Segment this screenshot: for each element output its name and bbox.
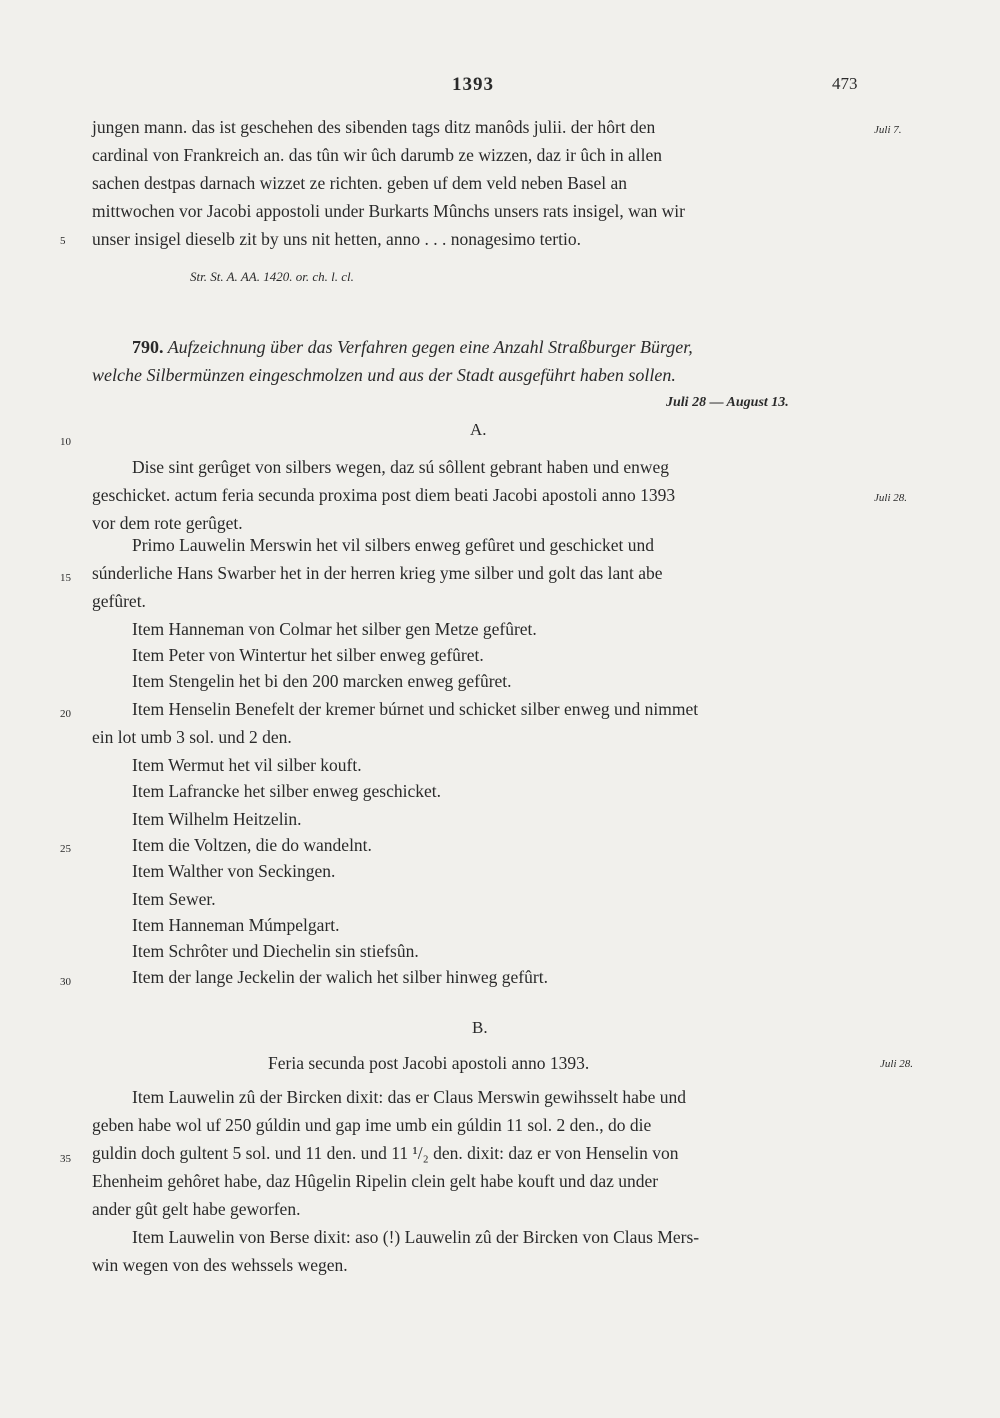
text-line: sachen destpas darnach wizzet ze richten. geben uf dem veld neben Basel an <box>92 173 627 193</box>
margin-date: Juli 28. <box>874 492 907 504</box>
document-heading-text: Aufzeichnung über das Verfahren gegen eine Anzahl Straßburger Bürger, <box>167 337 693 357</box>
source-citation: Str. St. A. AA. 1420. or. ch. l. cl. <box>190 269 354 284</box>
text-line: jungen mann. das ist geschehen des sibenden tags ditz manôds julii. der hôrt den <box>92 117 656 137</box>
document-heading-line-2: welche Silbermünzen eingeschmolzen und aus der Stadt ausgeführt haben sollen. <box>92 365 676 385</box>
text-line: Item Peter von Wintertur het silber enweg gefûret. <box>132 645 484 665</box>
section-label-a: A. <box>470 420 487 439</box>
document-heading <box>132 336 693 358</box>
line-number: 35 <box>60 1153 71 1165</box>
line-number: 20 <box>60 708 71 720</box>
text-line: Item Lauwelin zû der Bircken dixit: das er Claus Merswin gewihsselt habe und <box>132 1087 687 1107</box>
text-line: win wegen von des wehssels wegen. <box>92 1255 348 1275</box>
document-date: Juli 28 — August 13. <box>666 395 789 410</box>
line-number: 5 <box>60 235 66 247</box>
text-line: Item die Voltzen, die do wandelnt. <box>132 835 372 855</box>
line-number: 25 <box>60 843 71 855</box>
section-label-b: B. <box>472 1018 488 1037</box>
text-line: guldin doch gultent 5 sol. und 11 den. und 11 ¹/₂ den. dixit: daz er von Henselin von <box>92 1143 679 1163</box>
page-year: 1393 <box>452 74 494 95</box>
text-line: Item Hanneman von Colmar het silber gen Metze gefûret. <box>132 619 537 639</box>
text-line: súnderliche Hans Swarber het in der herren krieg yme silber und golt das lant abe <box>92 563 663 583</box>
text-line: geschicket. actum feria secunda proxima post diem beati Jacobi apostoli anno 1393 <box>92 485 676 505</box>
text-line: cardinal von Frankreich an. das tûn wir ûch darumb ze wizzen, daz ir ûch in allen <box>92 145 662 165</box>
text-line: Item Schrôter und Diechelin sin stiefsûn. <box>132 941 419 961</box>
line-number: 10 <box>60 436 71 448</box>
text-line: geben habe wol uf 250 gúldin und gap ime umb ein gúldin 11 sol. 2 den., do die <box>92 1115 652 1135</box>
text-line: Item Lafrancke het silber enweg geschicket. <box>132 781 442 801</box>
text-line: Item Wermut het vil silber kouft. <box>132 755 362 775</box>
text-line: unser insigel dieselb zit by uns nit hetten, anno . . . nonagesimo tertio. <box>92 229 581 249</box>
margin-date: Juli 28. <box>880 1058 913 1070</box>
line-number: 30 <box>60 976 71 988</box>
text-line: gefûret. <box>92 591 146 611</box>
text-line: Item Stengelin het bi den 200 marcken enweg gefûret. <box>132 671 512 691</box>
text-line: Item Sewer. <box>132 889 216 909</box>
text-line: Item Hanneman Múmpelgart. <box>132 915 340 935</box>
section-date-line: Feria secunda post Jacobi apostoli anno 1393. <box>268 1053 590 1073</box>
text-line: Ehenheim gehôret habe, daz Hûgelin Ripelin clein gelt habe kouft und daz under <box>92 1171 659 1191</box>
page-number: 473 <box>832 74 858 93</box>
text-line: Primo Lauwelin Merswin het vil silbers enweg gefûret und geschicket und <box>132 535 654 555</box>
document-number: 790. <box>132 337 164 357</box>
text-line: Dise sint gerûget von silbers wegen, daz sú sôllent gebrant haben und enweg <box>132 457 670 477</box>
text-line: Item der lange Jeckelin der walich het silber hinweg gefûrt. <box>132 967 548 987</box>
text-line: vor dem rote gerûget. <box>92 513 243 533</box>
margin-date: Juli 7. <box>874 124 902 136</box>
line-number: 15 <box>60 572 71 584</box>
text-line: mittwochen vor Jacobi appostoli under Burkarts Mûnchs unsers rats insigel, wan wir <box>92 201 685 221</box>
text-line: Item Walther von Seckingen. <box>132 861 336 881</box>
text-line: Item Lauwelin von Berse dixit: aso (!) Lauwelin zû der Bircken von Claus Mers- <box>132 1227 700 1247</box>
text-line: ein lot umb 3 sol. und 2 den. <box>92 727 292 747</box>
text-line: Item Henselin Benefelt der kremer búrnet und schicket silber enweg und nimmet <box>132 699 699 719</box>
text-line: Item Wilhelm Heitzelin. <box>132 809 302 829</box>
text-line: ander gût gelt habe geworfen. <box>92 1199 301 1219</box>
